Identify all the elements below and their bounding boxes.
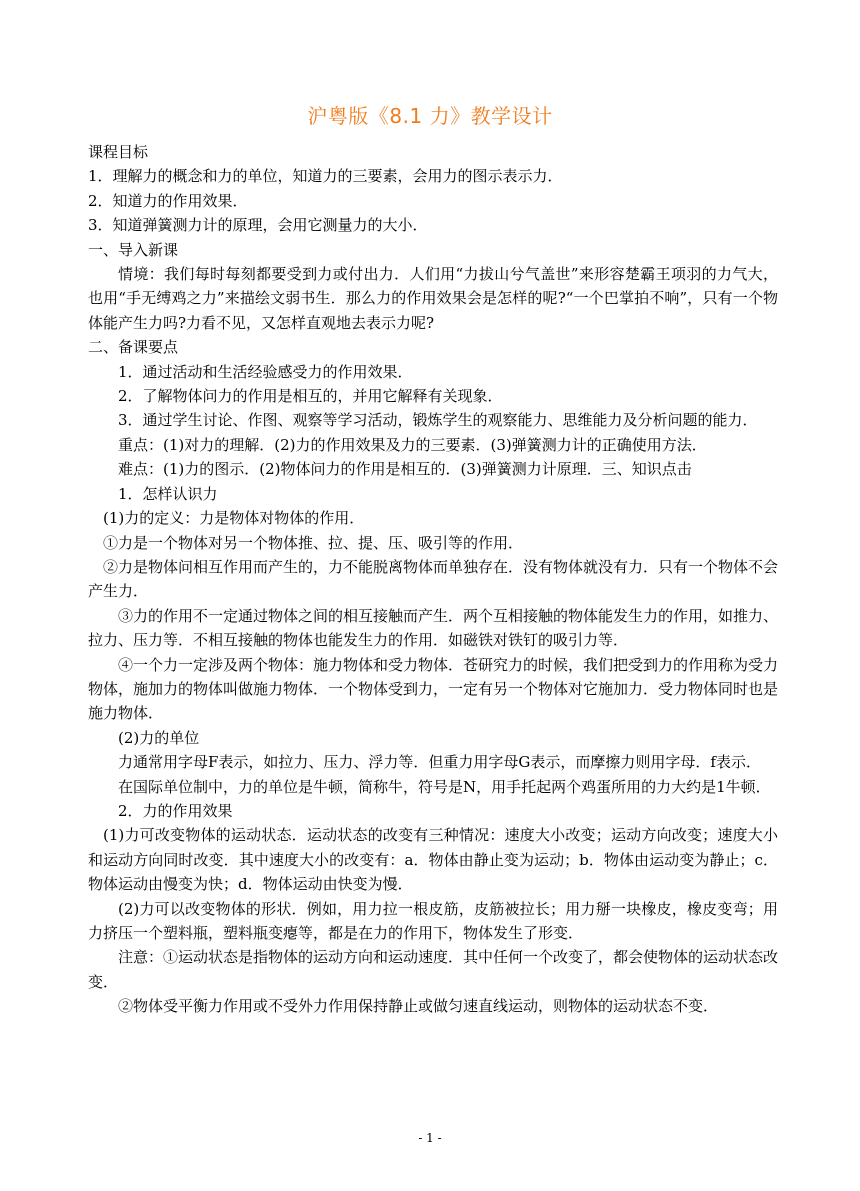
section-heading-key-points: 二、备课要点 — [88, 338, 179, 357]
goal-item-2: 2．知道力的作用效果． — [88, 191, 248, 210]
force-definition: (1)力的定义：力是物体对物体的作用． — [103, 509, 365, 528]
difficulty-paragraph: 难点：(1)力的图示．(2)物体问力的作用是相互的．(3)弹簧测力计原理．三、知识点击 — [118, 460, 692, 479]
section-heading-intro: 一、导入新课 — [88, 240, 179, 259]
goal-item-1: 1．理解力的概念和力的单位，知道力的三要素，会用力的图示表示力． — [88, 167, 563, 186]
section-heading-course-goals: 课程目标 — [88, 143, 149, 161]
focus-paragraph: 重点：(1)对力的理解．(2)力的作用效果及力的三要素．(3)弹簧测力计的正确使用方法． — [118, 435, 707, 454]
force-point-4: ④一个力一定涉及两个物体：施力物体和受力物体．苍研究力的时候，我们把受到力的作用称为受力物体，施加力的物体叫做施力物体．一个物体受到力，一定有另一个物体对它施加力．受力物体同时也是施力物体． — [88, 655, 779, 723]
force-point-1: ①力是一个物体对另一个物体推、拉、提、压、吸引等的作用． — [103, 533, 524, 552]
force-point-2: ②力是物体问相互作用而产生的，力不能脱离物体而单独存在．没有物体就没有力．只有一个物体不会产生力． — [88, 557, 779, 601]
force-symbol-paragraph: 力通常用字母F表示，如拉力、压力、浮力等．但重力用字母G表示，而摩擦力则用字母．f表示． — [118, 753, 761, 772]
page-number: - 1 - — [418, 1131, 442, 1145]
subheading-understand-force: 1．怎样认识力 — [118, 484, 218, 503]
intro-paragraph: 情境：我们每时每刻都要受到力或付出力．人们用“力拔山兮气盖世”来形容楚霸王项羽的力气大，也用“手无缚鸡之力”来描绘文弱书生．那么力的作用效果会是怎样的呢?“一个巴掌拍不响”，只有一个物体能产生力吗?力看不见，又怎样直观地去表示力呢? — [88, 265, 778, 332]
goal-item-3: 3．知道弹簧测力计的原理，会用它测量力的大小． — [88, 216, 428, 235]
key-point-1: 1．通过活动和生活经验感受力的作用效果． — [118, 362, 413, 381]
key-point-2: 2．了解物体问力的作用是相互的，并用它解释有关现象． — [118, 387, 503, 406]
force-unit-paragraph: 在国际单位制中，力的单位是牛顿，简称牛，符号是N，用手托起两个鸡蛋所用的力大约是1牛顿． — [118, 777, 771, 796]
note-paragraph: 注意：①运动状态是指物体的运动方向和运动速度．其中任何一个改变了，都会使物体的运动状态改变． — [88, 948, 779, 991]
document-title: 沪粤版《8.1 力》教学设计 — [307, 104, 553, 128]
note-paragraph-2: ②物体受平衡力作用或不受外力作用保持静止或做匀速直线运动，则物体的运动状态不变． — [118, 997, 719, 1016]
subheading-force-effects: 2．力的作用效果 — [118, 801, 233, 820]
document-body — [88, 140, 778, 1019]
effect-motion-paragraph: (1)力可改变物体的运动状态．运动状态的改变有三种情况：速度大小改变；运动方向改变；速度大小和运动方向同时改变．其中速度大小的改变有：a．物体由静止变为运动；b．物体由运动变为静止；c．物体运动由慢变为快；d．物体运动由快变为慢． — [88, 826, 778, 894]
force-point-3: ③力的作用不一定通过物体之间的相互接触而产生．两个互相接触的物体能发生力的作用，如推力、拉力、压力等．不相互接触的物体也能发生力的作用．如磁铁对铁钉的吸引力等． — [88, 606, 779, 650]
effect-shape-paragraph: (2)力可以改变物体的形状．例如，用力拉一根皮筋，皮筋被拉长；用力掰一块橡皮，橡皮变弯；用力挤压一个塑料瓶，塑料瓶变瘪等，都是在力的作用下，物体发生了形变． — [88, 899, 778, 942]
subheading-force-unit: (2)力的单位 — [118, 728, 200, 747]
key-point-3: 3．通过学生讨论、作图、观察等学习活动，锻炼学生的观察能力、思维能力及分析问题的能力． — [118, 411, 758, 430]
